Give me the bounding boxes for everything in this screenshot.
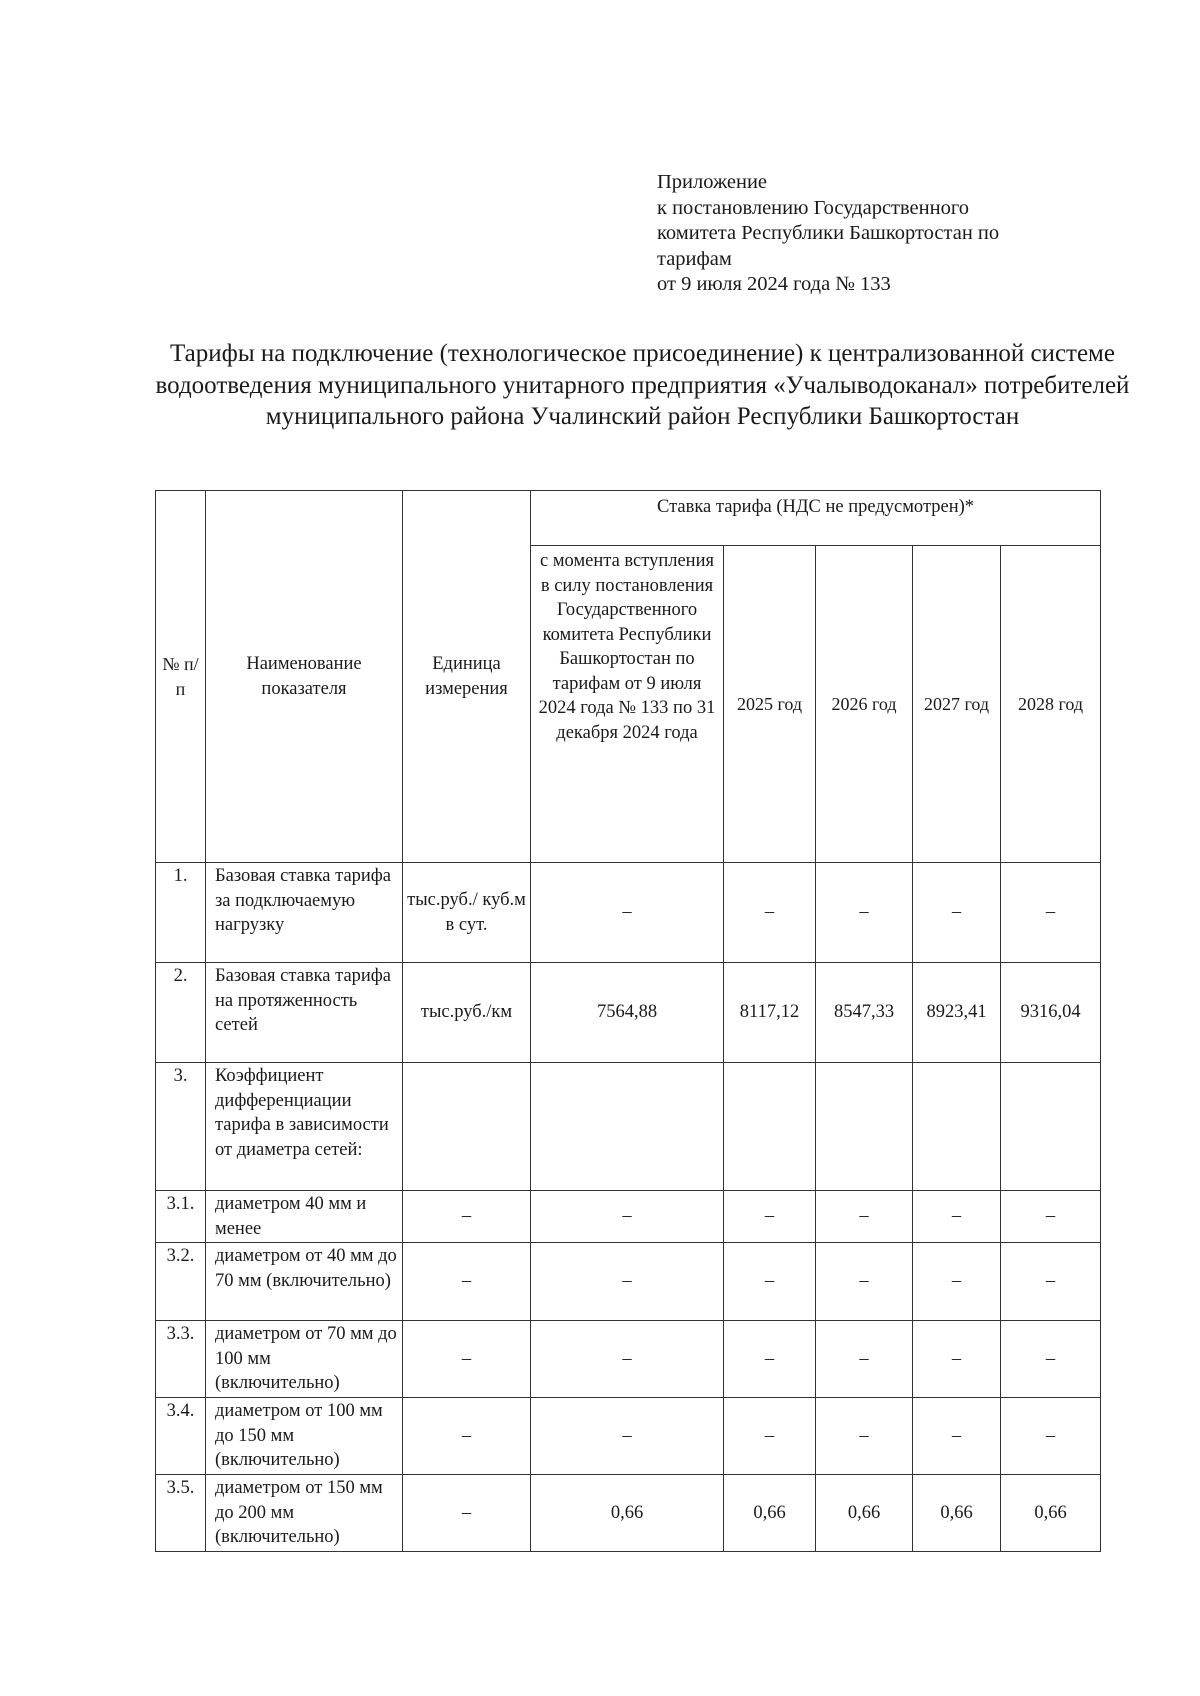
row-value-2027 bbox=[913, 1063, 1001, 1191]
row-name: Базовая ставка тарифа за подключаемую нагрузку bbox=[206, 863, 403, 963]
row-value-2027: – bbox=[913, 1398, 1001, 1475]
table-row bbox=[156, 1398, 1101, 1475]
header-unit: Единица измерения bbox=[403, 491, 531, 863]
row-unit: тыс.руб./ куб.м в сут. bbox=[403, 863, 531, 963]
header-row bbox=[156, 491, 1101, 546]
table-row bbox=[156, 1475, 1101, 1552]
row-value-2024: – bbox=[531, 1398, 724, 1475]
table-row bbox=[156, 1243, 1101, 1321]
row-num: 2. bbox=[156, 963, 206, 1063]
appendix-line: комитета Республики Башкортостан по bbox=[657, 222, 1000, 244]
row-num: 1. bbox=[156, 863, 206, 963]
row-value-2028 bbox=[1001, 1063, 1101, 1191]
table-row bbox=[156, 1321, 1101, 1398]
row-value-2026: – bbox=[816, 863, 913, 963]
row-value-2024: 0,66 bbox=[531, 1475, 724, 1552]
row-value-2024: – bbox=[531, 1243, 724, 1321]
row-name: диаметром 40 мм и менее bbox=[206, 1191, 403, 1243]
header-num: № п/п bbox=[156, 491, 206, 863]
row-value-2025: – bbox=[724, 1243, 816, 1321]
row-value-2025 bbox=[724, 1063, 816, 1191]
header-year-2027: 2027 год bbox=[913, 546, 1001, 863]
row-value-2026 bbox=[816, 1063, 913, 1191]
row-num: 3.1. bbox=[156, 1191, 206, 1243]
header-year-2025: 2025 год bbox=[724, 546, 816, 863]
row-name: диаметром от 150 мм до 200 мм (включительно) bbox=[206, 1475, 403, 1552]
row-num: 3.2. bbox=[156, 1243, 206, 1321]
header-year-2028: 2028 год bbox=[1001, 546, 1101, 863]
row-value-2028: 0,66 bbox=[1001, 1475, 1101, 1552]
row-name: диаметром от 100 мм до 150 мм (включительно) bbox=[206, 1398, 403, 1475]
row-value-2025: – bbox=[724, 1398, 816, 1475]
table-row bbox=[156, 963, 1101, 1063]
row-value-2028: – bbox=[1001, 1398, 1101, 1475]
row-unit: – bbox=[403, 1243, 531, 1321]
row-value-2025: 0,66 bbox=[724, 1475, 816, 1552]
row-value-2025: – bbox=[724, 1191, 816, 1243]
row-value-2024: – bbox=[531, 1191, 724, 1243]
appendix-line: тарифам bbox=[657, 247, 732, 270]
row-name: диаметром от 70 мм до 100 мм (включительно) bbox=[206, 1321, 403, 1398]
row-value-2024: – bbox=[531, 863, 724, 963]
row-value-2025: – bbox=[724, 1321, 816, 1398]
appendix-line: Приложение bbox=[657, 171, 768, 193]
row-value-2024 bbox=[531, 1063, 724, 1191]
row-value-2026: 0,66 bbox=[816, 1475, 913, 1552]
appendix-line: от 9 июля 2024 года № 133 bbox=[657, 273, 891, 295]
row-name: Коэффициент дифференциации тарифа в зависимости от диаметра сетей: bbox=[206, 1063, 403, 1191]
row-value-2027: 8923,41 bbox=[913, 963, 1001, 1063]
row-unit bbox=[403, 1063, 531, 1191]
row-num: 3.3. bbox=[156, 1321, 206, 1398]
row-unit: – bbox=[403, 1398, 531, 1475]
row-value-2026: – bbox=[816, 1191, 913, 1243]
row-num: 3.4. bbox=[156, 1398, 206, 1475]
appendix-note bbox=[657, 170, 1117, 298]
row-name: Базовая ставка тарифа на протяженность сетей bbox=[206, 963, 403, 1063]
header-rate-group: Ставка тарифа (НДС не предусмотрен)* bbox=[531, 491, 1101, 546]
row-name: диаметром от 40 мм до 70 мм (включительно) bbox=[206, 1243, 403, 1321]
header-year-2026: 2026 год bbox=[816, 546, 913, 863]
row-value-2027: 0,66 bbox=[913, 1475, 1001, 1552]
row-num: 3. bbox=[156, 1063, 206, 1191]
row-value-2027: – bbox=[913, 863, 1001, 963]
row-value-2026: – bbox=[816, 1243, 913, 1321]
row-value-2025: 8117,12 bbox=[724, 963, 816, 1063]
header-name: Наименование показателя bbox=[206, 491, 403, 863]
row-value-2027: – bbox=[913, 1243, 1001, 1321]
row-value-2027: – bbox=[913, 1191, 1001, 1243]
appendix-line: к постановлению Государственного bbox=[657, 196, 969, 219]
table-row bbox=[156, 863, 1101, 963]
row-value-2028: – bbox=[1001, 1191, 1101, 1243]
row-value-2024: 7564,88 bbox=[531, 963, 724, 1063]
row-value-2028: – bbox=[1001, 863, 1101, 963]
row-unit: – bbox=[403, 1475, 531, 1552]
document-title: Тарифы на подключение (технологическое присоединение) к централизованной системе водоотведения муниципального унитарного предприятия «Учалыводоканал» потребителей муниципального района Учалинский район Республики Башкортостан bbox=[155, 340, 1130, 430]
row-value-2027: – bbox=[913, 1321, 1001, 1398]
table-row bbox=[156, 1191, 1101, 1243]
row-value-2026: – bbox=[816, 1398, 913, 1475]
row-value-2028: – bbox=[1001, 1243, 1101, 1321]
row-num: 3.5. bbox=[156, 1475, 206, 1552]
tariff-table bbox=[155, 490, 1101, 1552]
row-value-2026: 8547,33 bbox=[816, 963, 913, 1063]
row-unit: – bbox=[403, 1191, 531, 1243]
row-value-2028: 9316,04 bbox=[1001, 963, 1101, 1063]
row-value-2026: – bbox=[816, 1321, 913, 1398]
row-unit: тыс.руб./км bbox=[403, 963, 531, 1063]
row-value-2025: – bbox=[724, 863, 816, 963]
row-value-2028: – bbox=[1001, 1321, 1101, 1398]
table-row bbox=[156, 1063, 1101, 1191]
row-value-2024: – bbox=[531, 1321, 724, 1398]
row-unit: – bbox=[403, 1321, 531, 1398]
header-period-first: с момента вступления в силу постановления Государственного комитета Республики Башкортостан по тарифам от 9 июля 2024 года № 133 по 31 декабря 2024 года bbox=[531, 546, 724, 863]
